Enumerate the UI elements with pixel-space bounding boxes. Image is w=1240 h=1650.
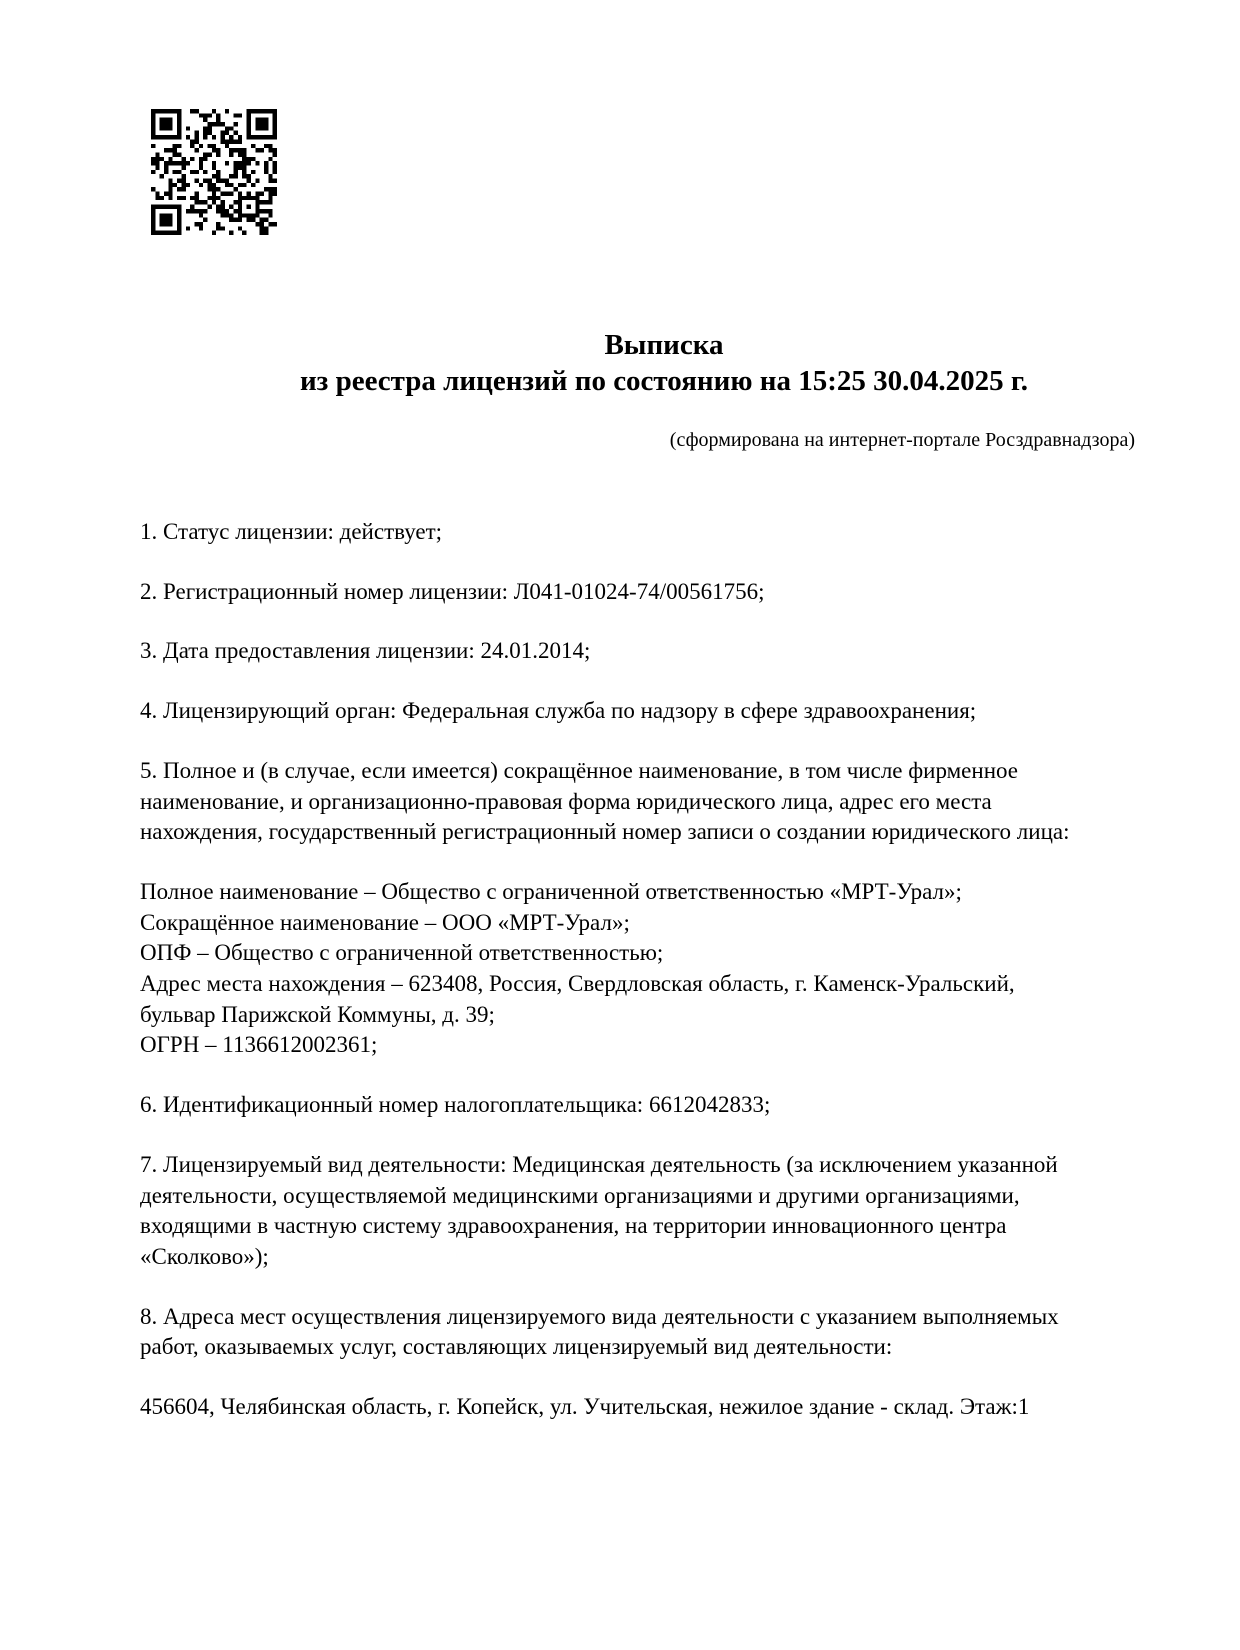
document-title bbox=[44, 327, 1240, 399]
text-line: бульвар Парижской Коммуны, д. 39; bbox=[140, 1001, 495, 1027]
text-line: 456604, Челябинская область, г. Копейск, ул. Учительская, нежилое здание - склад. Этаж:1 bbox=[140, 1394, 1030, 1420]
text-line: Адрес места нахождения – 623408, Россия, Свердловская область, г. Каменск-Уральский, bbox=[140, 971, 1015, 997]
paragraph bbox=[140, 517, 1145, 548]
paragraph bbox=[140, 877, 1145, 1061]
text-line: входящими в частную систему здравоохранения, на территории инновационного центра bbox=[140, 1213, 1007, 1239]
text-line: наименование, и организационно-правовая форма юридического лица, адрес его места bbox=[140, 788, 992, 814]
paragraph bbox=[140, 696, 1145, 727]
paragraph bbox=[140, 1150, 1145, 1273]
paragraph bbox=[140, 1090, 1145, 1121]
qr-code-icon bbox=[151, 109, 277, 235]
text-line: 6. Идентификационный номер налогоплательщика: 6612042833; bbox=[140, 1092, 771, 1118]
paragraph bbox=[140, 756, 1145, 848]
text-line: 5. Полное и (в случае, если имеется) сокращённое наименование, в том числе фирменное bbox=[140, 757, 1018, 783]
title-line-2: из реестра лицензий по состоянию на 15:25 30.04.2025 г. bbox=[299, 365, 1029, 397]
text-line: 8. Адреса мест осуществления лицензируемого вида деятельности с указанием выполняемых bbox=[140, 1303, 1059, 1329]
text-line: работ, оказываемых услуг, составляющих лицензируемый вид деятельности: bbox=[140, 1334, 893, 1360]
paragraph bbox=[140, 1392, 1145, 1423]
text-line: 1. Статус лицензии: действует; bbox=[140, 519, 443, 544]
paragraph bbox=[140, 1302, 1145, 1363]
text-line: 4. Лицензирующий орган: Федеральная служба по надзору в сфере здравоохранения; bbox=[140, 698, 977, 724]
text-line: 7. Лицензируемый вид деятельности: Медицинская деятельность (за исключением указанной bbox=[140, 1151, 1058, 1177]
text-line: нахождения, государственный регистрационный номер записи о создании юридического лица: bbox=[140, 819, 1070, 845]
paragraph bbox=[140, 577, 1145, 608]
text-line: ОПФ – Общество с ограниченной ответственностью; bbox=[140, 940, 664, 966]
text-line: 3. Дата предоставления лицензии: 24.01.2014; bbox=[140, 638, 591, 664]
text-line: «Сколково»); bbox=[140, 1243, 269, 1269]
text-line: деятельности, осуществляемой медицинскими организациями и другими организациями, bbox=[140, 1182, 1020, 1208]
title-line-1: Выписка bbox=[604, 329, 724, 361]
document-body bbox=[140, 517, 1145, 1452]
text-line: Полное наименование – Общество с ограниченной ответственностью «МРТ-Урал»; bbox=[140, 878, 962, 904]
document-subtitle: (сформирована на интернет-портале Росздравнадзора) bbox=[669, 429, 1135, 451]
paragraph bbox=[140, 636, 1145, 667]
text-line: Сокращённое наименование – ООО «МРТ-Урал»; bbox=[140, 909, 630, 935]
text-line: 2. Регистрационный номер лицензии: Л041-01024-74/00561756; bbox=[140, 578, 765, 604]
text-line: ОГРН – 1136612002361; bbox=[140, 1032, 378, 1058]
